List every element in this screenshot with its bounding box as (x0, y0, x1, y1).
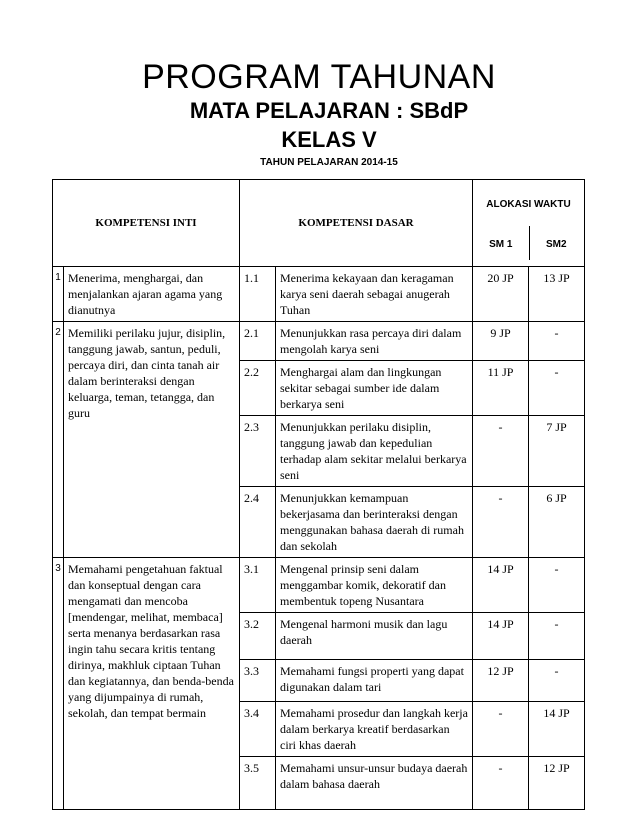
ki-text: Memahami pengetahuan faktual dan konseptual dengan cara mengamati dan mencoba [mendengar, melihat, membaca] serta menanya berdasarkan rasa ingin tahu secara kritis tentang dirinya, makhluk ciptaan Tuhan dan kegiatannya, dan benda-benda yang dijumpainya di rumah, sekolah, dan tempat bermain (64, 558, 240, 810)
kd-number: 3.3 (240, 660, 276, 702)
table-row (53, 558, 585, 613)
sm1-value: 20 JP (473, 267, 529, 322)
sm1-value: - (473, 416, 529, 487)
document-title: PROGRAM TAHUNAN (142, 58, 496, 96)
sm2-value: - (529, 361, 585, 416)
kd-text: Mengenal prinsip seni dalam menggambar komik, dekoratif dan membentuk topeng Nusantara (276, 558, 473, 613)
ki-number: 3 (53, 558, 64, 810)
table-row (53, 322, 585, 361)
ki-number: 2 (53, 322, 64, 558)
sm1-value: 11 JP (473, 361, 529, 416)
sm2-value: 12 JP (529, 757, 585, 810)
kd-number: 3.5 (240, 757, 276, 810)
kd-number: 3.2 (240, 613, 276, 660)
kd-text: Menunjukkan rasa percaya diri dalam mengolah karya seni (276, 322, 473, 361)
header-ki: KOMPETENSI INTI (53, 180, 240, 267)
table-row (53, 267, 585, 322)
class-title: KELAS V (281, 127, 377, 152)
sm2-value: - (529, 322, 585, 361)
header-sm1: SM 1 (489, 239, 513, 250)
kd-text: Mengenal harmoni musik dan lagu daerah (276, 613, 473, 660)
sm1-value: 14 JP (473, 613, 529, 660)
kd-number: 3.1 (240, 558, 276, 613)
kd-text: Memahami unsur-unsur budaya daerah dalam bahasa daerah (276, 757, 473, 810)
sm1-value: 12 JP (473, 660, 529, 702)
ki-text: Menerima, menghargai, dan menjalankan ajaran agama yang dianutnya (64, 267, 240, 322)
header-kd: KOMPETENSI DASAR (240, 180, 473, 267)
kd-text: Menunjukkan perilaku disiplin, tanggung jawab dan kepedulian terhadap alam sekitar melalui berkarya seni (276, 416, 473, 487)
kd-number: 2.1 (240, 322, 276, 361)
sm2-value: - (529, 613, 585, 660)
sm2-value: 6 JP (529, 487, 585, 558)
sm1-value: 9 JP (473, 322, 529, 361)
sm1-value: - (473, 757, 529, 810)
sm1-value: 14 JP (473, 558, 529, 613)
kd-text: Menerima kekayaan dan keragaman karya seni daerah sebagai anugerah Tuhan (276, 267, 473, 322)
kd-number: 2.3 (240, 416, 276, 487)
kd-number: 2.4 (240, 487, 276, 558)
sm2-value: - (529, 558, 585, 613)
table-header (53, 180, 585, 267)
sm2-value: - (529, 660, 585, 702)
sm1-value: - (473, 702, 529, 757)
sm2-value: 7 JP (529, 416, 585, 487)
header-alokasi: ALOKASI WAKTU (486, 199, 571, 210)
kd-text: Menghargai alam dan lingkungan sekitar sebagai sumber ide dalam berkarya seni (276, 361, 473, 416)
year-title: TAHUN PELAJARAN 2014-15 (260, 157, 398, 168)
kd-text: Memahami fungsi properti yang dapat digunakan dalam tari (276, 660, 473, 702)
kd-text: Menunjukkan kemampuan bekerjasama dan berinteraksi dengan menggunakan bahasa daerah di rumah dan sekolah (276, 487, 473, 558)
header-sm2: SM2 (545, 239, 567, 250)
sm2-value: 14 JP (529, 702, 585, 757)
sm2-value: 13 JP (529, 267, 585, 322)
kd-number: 2.2 (240, 361, 276, 416)
kd-number: 1.1 (240, 267, 276, 322)
kd-text: Memahami prosedur dan langkah kerja dalam berkarya kreatif berdasarkan ciri khas daerah (276, 702, 473, 757)
program-table (52, 179, 585, 810)
ki-text: Memiliki perilaku jujur, disiplin, tanggung jawab, santun, peduli, percaya diri, dan cinta tanah air dalam berinteraksi dengan keluarga, teman, tetangga, dan guru (64, 322, 240, 558)
header-alokasi-cell (473, 180, 585, 267)
ki-number: 1 (53, 267, 64, 322)
kd-number: 3.4 (240, 702, 276, 757)
subject-title: MATA PELAJARAN : SBdP (189, 98, 469, 123)
sm1-value: - (473, 487, 529, 558)
